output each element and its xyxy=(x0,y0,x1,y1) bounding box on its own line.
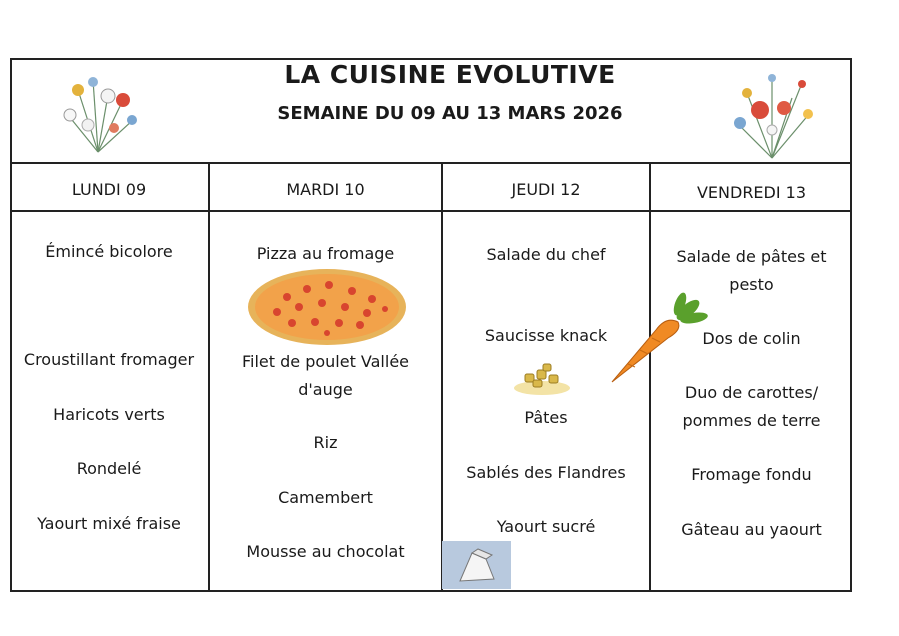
day-header-friday: VENDREDI 13 xyxy=(696,183,807,202)
menu-item: Yaourt sucré xyxy=(496,517,596,536)
day-header-tuesday: MARDI 10 xyxy=(286,180,365,199)
menu-item: Duo de carottes/ pommes de terre xyxy=(682,383,821,430)
menu-item: Pizza au fromage xyxy=(256,244,395,263)
menu-item: Yaourt mixé fraise xyxy=(37,514,181,533)
menu-item: Fromage fondu xyxy=(691,465,812,484)
column-divider-1 xyxy=(208,162,210,592)
menu-item: Haricots verts xyxy=(53,405,165,424)
header-divider xyxy=(10,162,852,164)
pasta-image xyxy=(513,360,571,396)
day-header-thursday: JEUDI 12 xyxy=(511,180,581,199)
menu-item: Camembert xyxy=(278,488,373,507)
menu-item: Riz xyxy=(313,433,338,452)
right-flowers-image xyxy=(722,68,822,160)
day-header-divider xyxy=(10,210,852,212)
menu-item: Saucisse knack xyxy=(484,326,608,345)
yogurt-image xyxy=(442,541,511,589)
menu-item: Gâteau au yaourt xyxy=(681,520,822,539)
menu-title: LA CUISINE EVOLUTIVE xyxy=(284,60,616,89)
menu-item: Pâtes xyxy=(524,408,568,427)
menu-item: Sablés des Flandres xyxy=(466,463,626,482)
menu-item: Filet de poulet Vallée d'auge xyxy=(241,352,410,399)
menu-item: Salade de pâtes et pesto xyxy=(676,247,827,294)
menu-item: Rondelé xyxy=(76,459,142,478)
week-subtitle: SEMAINE DU 09 AU 13 MARS 2026 xyxy=(277,103,623,124)
pizza-image xyxy=(247,267,407,347)
menu-item: Croustillant fromager xyxy=(23,350,195,369)
menu-item: Salade du chef xyxy=(486,245,606,264)
day-header-monday: LUNDI 09 xyxy=(71,180,147,199)
menu-item: Mousse au chocolat xyxy=(246,542,405,561)
left-flowers-image xyxy=(48,70,148,155)
menu-item: Dos de colin xyxy=(702,329,801,348)
menu-item: Émincé bicolore xyxy=(45,242,173,261)
